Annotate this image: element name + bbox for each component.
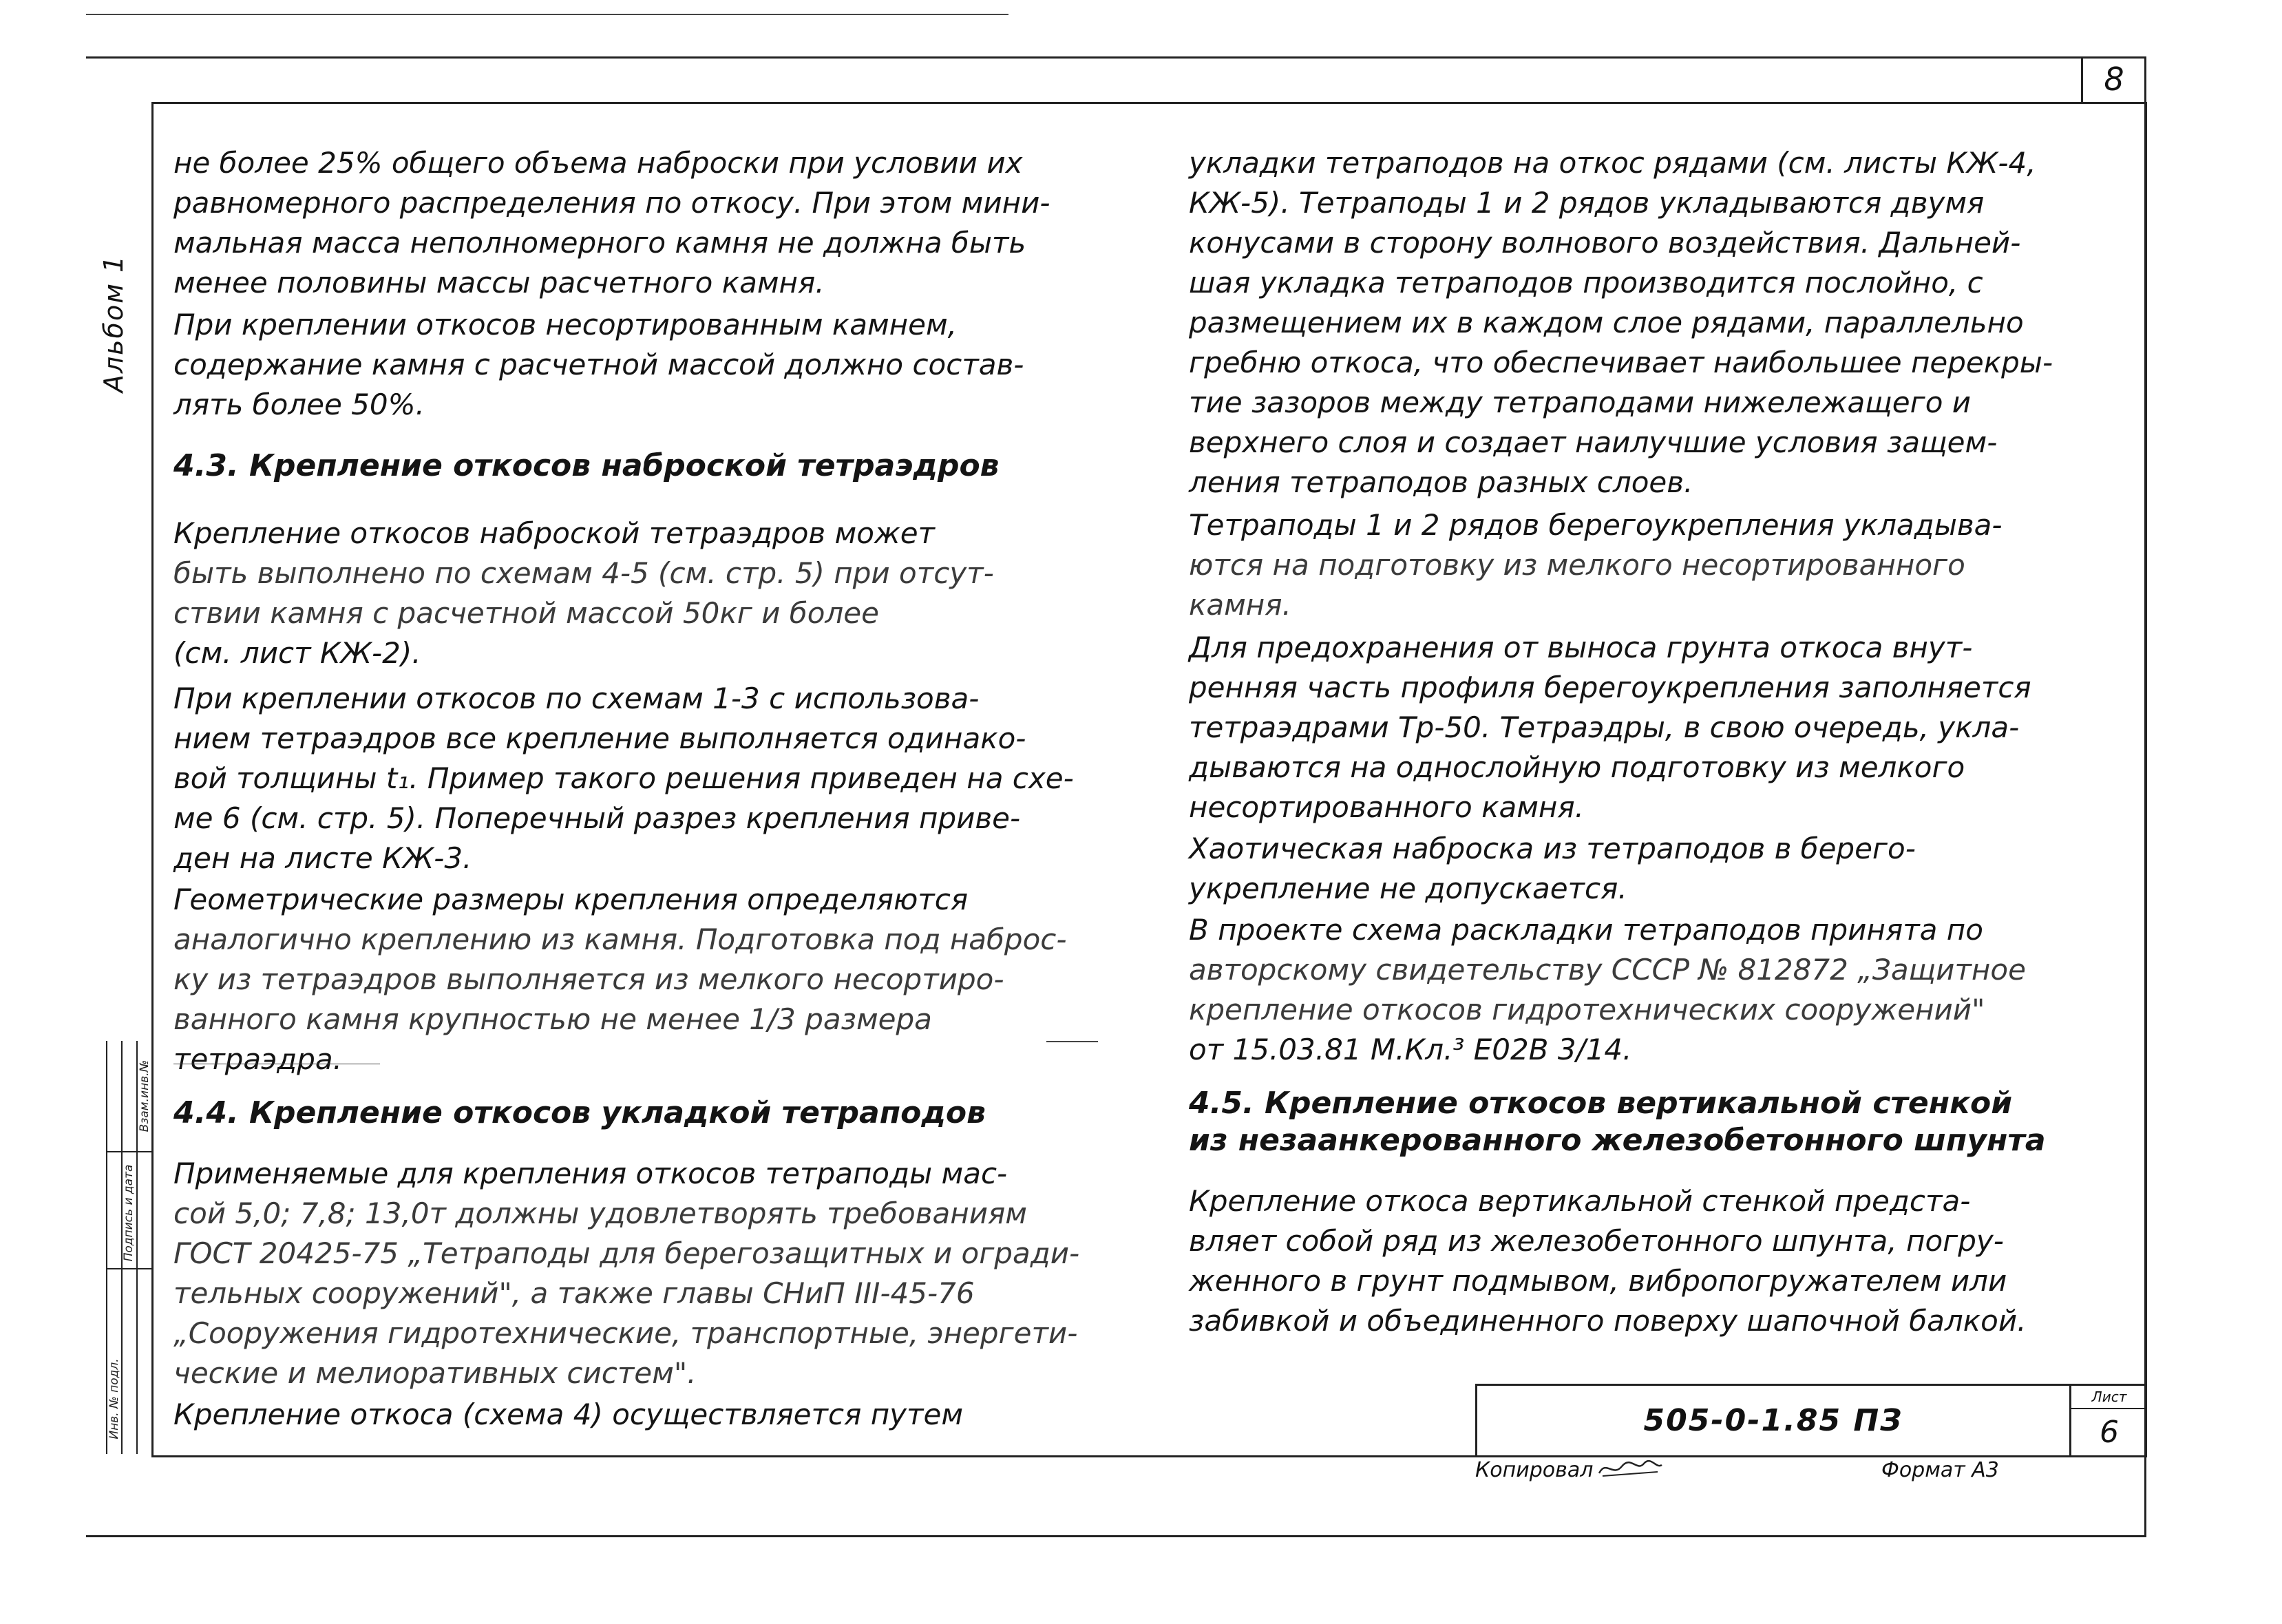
text-line: камня. bbox=[1189, 588, 1291, 622]
copied-by-label: Копировал bbox=[1475, 1458, 1594, 1482]
section-heading-4-3: 4.3. Крепление откосов наброской тетраэдров bbox=[173, 448, 1000, 483]
text-line: ГОСТ 20425-75 „Тетраподы для берегозащитных и огради- bbox=[173, 1236, 1080, 1270]
text-line: забивкой и объединенного поверху шапочной балкой. bbox=[1189, 1304, 2027, 1338]
text-line: Крепление откоса вертикальной стенкой предста- bbox=[1189, 1184, 1971, 1218]
text-line: При креплении откосов по схемам 1-3 с использова- bbox=[173, 682, 980, 715]
text-line: тетраэдрами Тр-50. Тетраэдры, в свою очередь, укла- bbox=[1189, 710, 2020, 744]
binding-strip bbox=[106, 1041, 153, 1454]
text-line: В проекте схема раскладки тетраподов принята по bbox=[1189, 913, 1983, 947]
text-line: тие зазоров между тетраподами нижележащего и bbox=[1189, 386, 1972, 419]
text-line: быть выполнено по схемам 4-5 (см. стр. 5) при отсут- bbox=[173, 556, 994, 590]
binding-label-inv: Инв. № подл. bbox=[107, 1358, 121, 1440]
sheet-label: Лист bbox=[2071, 1386, 2147, 1409]
text-line: конусами в сторону волнового воздействия. Дальней- bbox=[1189, 226, 2021, 260]
text-line: женного в грунт подмывом, вибропогружателем или bbox=[1189, 1264, 2007, 1298]
text-line: содержание камня с расчетной массой должно состав- bbox=[173, 348, 1024, 381]
text-line: Тетраподы 1 и 2 рядов берегоукрепления укладыва- bbox=[1189, 508, 2003, 542]
text-line: лять более 50%. bbox=[173, 388, 425, 421]
decor-rule bbox=[1046, 1041, 1098, 1042]
text-line: размещением их в каждом слое рядами, параллельно bbox=[1189, 306, 2024, 339]
text-line: вой толщины t₁. Пример такого решения приведен на схе- bbox=[173, 761, 1074, 795]
text-line: дываются на однослойную подготовку из мелкого bbox=[1189, 750, 1965, 784]
text-line: ванного камня крупностью не менее 1/3 размера bbox=[173, 1002, 932, 1036]
text-line: нием тетраэдров все крепление выполняется одинако- bbox=[173, 721, 1026, 755]
text-line: ме 6 (см. стр. 5). Поперечный разрез крепления приве- bbox=[173, 801, 1021, 835]
album-label: Альбом 1 bbox=[98, 254, 129, 393]
text-line: ческие и мелиоративных систем". bbox=[173, 1356, 697, 1390]
text-line: При креплении откосов несортированным камнем, bbox=[173, 308, 958, 341]
text-line: ются на подготовку из мелкого несортированного bbox=[1189, 548, 1965, 582]
text-line: мальная масса неполномерного камня не должна быть bbox=[173, 226, 1026, 260]
text-line: ления тетраподов разных слоев. bbox=[1189, 465, 1693, 499]
text-line: КЖ-5). Тетраподы 1 и 2 рядов укладываются двумя bbox=[1189, 186, 1985, 220]
text-line: равномерного распределения по откосу. При этом мини- bbox=[173, 186, 1050, 220]
text-line: ренняя часть профиля берегоукрепления заполняется bbox=[1189, 671, 2031, 704]
binding-label-replace: Взам.инв.№ bbox=[138, 1059, 151, 1132]
binding-label-signature: Подпись и дата bbox=[122, 1164, 136, 1262]
binding-row-divider bbox=[107, 1151, 153, 1152]
text-line: тетраэдра. bbox=[173, 1042, 343, 1076]
text-line: укрепление не допускается. bbox=[1189, 872, 1627, 905]
text-line: (см. лист КЖ-2). bbox=[173, 636, 421, 670]
section-heading-4-4: 4.4. Крепление откосов укладкой тетраподов bbox=[173, 1095, 986, 1130]
sheet-number: 8 bbox=[2081, 56, 2145, 102]
binding-row-divider bbox=[107, 1268, 153, 1269]
signature-mark bbox=[1596, 1454, 1665, 1481]
title-block-sheet-cell bbox=[2069, 1386, 2147, 1455]
text-line: „Сооружения гидротехнические, транспортные, энергети- bbox=[173, 1316, 1078, 1350]
text-line: крепление откосов гидротехнических сооружений" bbox=[1189, 993, 1985, 1026]
text-line: сой 5,0; 7,8; 13,0т должны удовлетворять требованиям bbox=[173, 1196, 1027, 1230]
text-line: вляет собой ряд из железобетонного шпунта, погру- bbox=[1189, 1224, 2004, 1258]
text-line: Геометрические размеры крепления определяются bbox=[173, 883, 969, 916]
text-line: Крепление откоса (схема 4) осуществляется путем bbox=[173, 1398, 964, 1431]
text-line: авторскому свидетельству СССР № 812872 „Защитное bbox=[1189, 953, 2026, 987]
text-line: менее половины массы расчетного камня. bbox=[173, 266, 825, 299]
text-line: тельных сооружений", а также главы СНиП III-45-76 bbox=[173, 1276, 975, 1310]
format-label: Формат А3 bbox=[1881, 1458, 1999, 1482]
text-line: ствии камня с расчетной массой 50кг и более bbox=[173, 596, 879, 630]
section-heading-4-5-cont: из незаанкерованного железобетонного шпунта bbox=[1189, 1123, 2046, 1158]
text-line: ден на листе КЖ-3. bbox=[173, 841, 472, 875]
scan-edge-line bbox=[86, 14, 1008, 15]
text-line: гребню откоса, что обеспечивает наибольшее перекры- bbox=[1189, 346, 2053, 379]
text-line: несортированного камня. bbox=[1189, 790, 1584, 824]
text-line: ку из тетраэдров выполняется из мелкого несортиро- bbox=[173, 962, 1004, 996]
text-line: Применяемые для крепления откосов тетраподы мас- bbox=[173, 1157, 1008, 1190]
text-line: аналогично креплению из камня. Подготовка под наброс- bbox=[173, 922, 1067, 956]
text-line: не более 25% общего объема наброски при условии их bbox=[173, 146, 1023, 180]
text-line: верхнего слоя и создает наилучшие условия защем- bbox=[1189, 425, 1998, 459]
text-line: Хаотическая наброска из тетраподов в берего- bbox=[1189, 832, 1916, 865]
title-block bbox=[1475, 1384, 2145, 1455]
text-line: укладки тетраподов на откос рядами (см. листы КЖ-4, bbox=[1189, 146, 2036, 180]
text-line: от 15.03.81 М.Кл.³ Е02В 3/14. bbox=[1189, 1033, 1632, 1066]
text-line: шая укладка тетраподов производится послойно, с bbox=[1189, 266, 1983, 299]
document-designation: 505-0-1.85 ПЗ bbox=[1643, 1403, 1903, 1438]
section-heading-4-5: 4.5. Крепление откосов вертикальной стенкой bbox=[1189, 1086, 2013, 1121]
sheet-number-cell: 6 bbox=[2100, 1415, 2119, 1450]
text-line: Для предохранения от выноса грунта откоса внут- bbox=[1189, 631, 1973, 664]
text-line: Крепление откосов наброской тетраэдров может bbox=[173, 516, 936, 550]
